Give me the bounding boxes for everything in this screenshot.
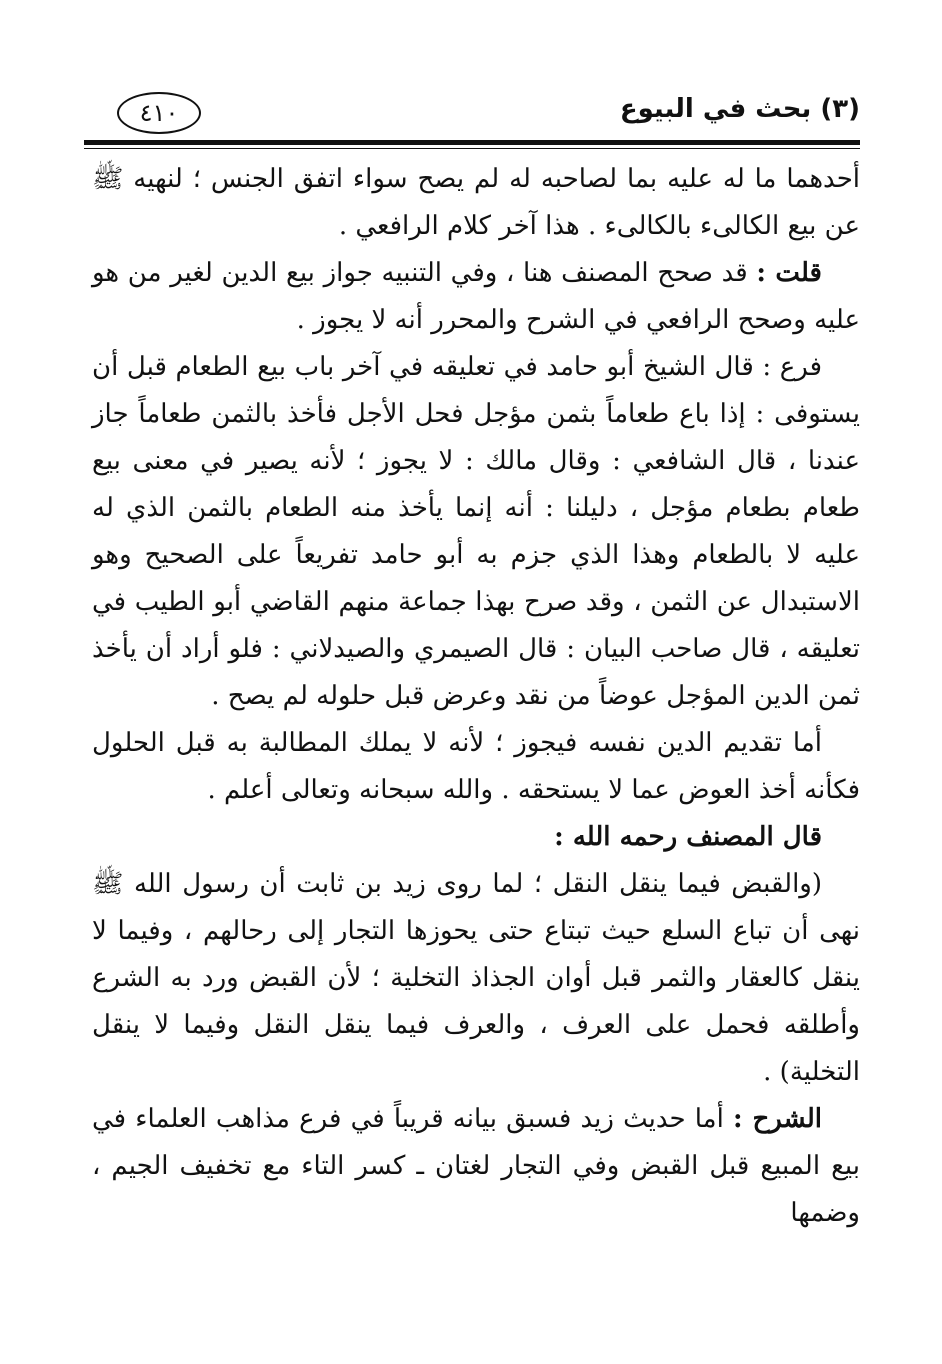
header-rule-thin [84,148,860,149]
page-number: ٤١٠ [117,92,201,134]
paragraph [92,156,860,250]
paragraph-text: قد صحح المصنف هنا ، وفي التنبيه جواز بيع الدين لغير من هو عليه وصحح الرافعي في الشرح والمحرر أنه لا يجوز . [92,258,860,335]
section-heading: قال المصنف رحمه الله : [554,822,822,852]
running-title: (٣) بحث في البيوع [619,94,860,124]
page-body [92,156,860,1237]
quoted-text: (والقبض فيما ينقل النقل ؛ لما روى زيد بن ثابت أن رسول الله ﷺ نهى أن تباع السلع حيث تبتاع حتى يحوزها التجار إلى رحالهم ، وفيما لا ينقل كالعقار والثمر قبل أوان الجذاذ التخلية ؛ لأن القبض ورد به الشرع وأطلقه فحمل على العرف ، والعرف فيما ينقل النقل وفيما لا ينقل التخلية) . [92,869,860,1087]
page-header [84,90,860,146]
paragraph-text: أحدهما ما له عليه بما لصاحبه له لم يصح سواء اتفق الجنس ؛ لنهيه ﷺ عن بيع الكالىء بالكالىء . هذا آخر كلام الرافعي . [92,164,860,241]
paragraph-text: فرع : قال الشيخ أبو حامد في تعليقه في آخر باب بيع الطعام قبل أن يستوفى : إذا باع طعاماً بثمن مؤجل فحل الأجل فأخذ بالثمن طعاماً جاز عندنا ، قال الشافعي : وقال مالك : لا يجوز ؛ لأنه يصير في معنى بيع طعام بطعام مؤجل ، دليلنا : أنه إنما يأخذ منه الطعام بالثمن الذي له عليه لا بالطعام وهذا الذي جزم به أبو حامد تفريعاً على الصحيح وهو الاستبدال عن الثمن ، وقد صرح بهذا جماعة منهم القاضي أبو الطيب في تعليقه ، قال صاحب البيان : قال الصيمري والصيدلاني : فلو أراد أن يأخذ ثمن الدين المؤجل عوضاً من نقد وعرض قبل حلوله لم يصح . [92,352,860,711]
commentary-lead: الشرح : [732,1104,822,1134]
paragraph [92,344,860,720]
paragraph [92,250,860,344]
header-rule-thick [84,140,860,145]
commentary-paragraph [92,1096,860,1237]
paragraph-lead: قلت : [756,258,822,288]
paragraph [92,720,860,814]
paragraph-text: أما تقديم الدين نفسه فيجوز ؛ لأنه لا يملك المطالبة به قبل الحلول فكأنه أخذ العوض عما لا يستحقه . والله سبحانه وتعالى أعلم . [92,728,860,805]
commentary-text: أما حديث زيد فسبق بيانه قريباً في فرع مذاهب العلماء في بيع المبيع قبل القبض وفي التجار لغتان ـ كسر التاء مع تخفيف الجيم ، وضمها [92,1104,860,1228]
